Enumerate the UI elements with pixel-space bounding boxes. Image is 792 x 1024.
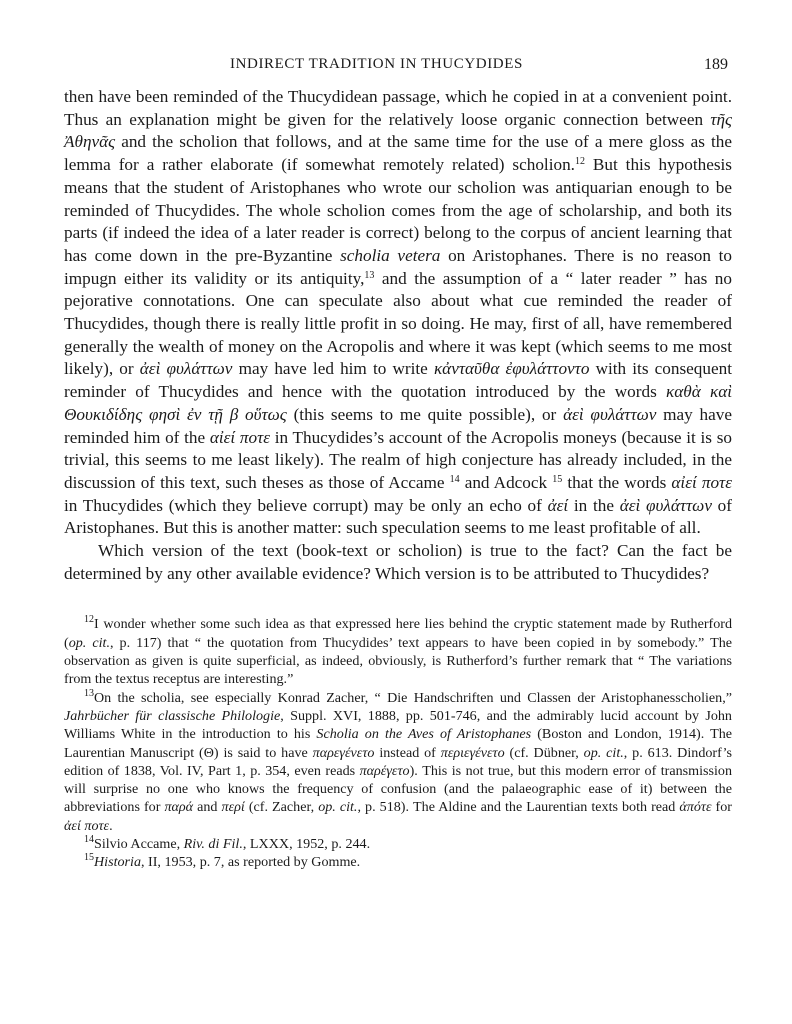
running-title: INDIRECT TRADITION IN THUCYDIDES bbox=[230, 56, 523, 72]
page bbox=[64, 52, 732, 872]
greek-phrase: ἀεί bbox=[547, 495, 569, 515]
page-number: 189 bbox=[704, 56, 728, 73]
greek-phrase: καθὰ καὶ Θουκιδίδης φησὶ ἐν τῇ β οὕτως bbox=[64, 382, 732, 424]
greek-phrase: αἰεί ποτε bbox=[209, 427, 270, 447]
footnote-ref-13[interactable]: 13 bbox=[364, 269, 375, 281]
greek-phrase: κἀνταῦθα ἐφυλάττοντο bbox=[433, 359, 590, 379]
paragraph-1: then have been reminded of the Thucydidean passage, which he copied in at a convenient point. Thus an explanation might be given for the relatively loose organic connection between τῆς Ἀθηνᾶς and the scholion that follows, and at the same time for the use of a mere gloss as the lemma for a rather elaborate (if somewhat remotely related) scholion.$^{12}$ But this hypothesis means that the student of Aristophanes who wrote our scholion was antiquarian enough to be reminded of Thucydides. The whole scholion comes from the age of scholarship, and both its parts (if indeed the idea of a later reader is correct) belong to the corpus of ancient learning that has come down in the pre-Byzantine scholia vetera on Aristophanes. There is no reason to impugn either its validity or its antiquity,$^{13}$ and the assumption of a “ later reader ” has no pejorative connotations. One can speculate also about what cue reminded the reader of Thucydides, though there is really little profit in so doing. He may, first of all, have remembered generally the wealth of money on the Acropolis and where it was kept (which seems to me most likely), or ἀεὶ φυλάττων may have led him to write κἀνταῦθα ἐφυλάττοντο with its consequent reminder of Thucydides and hence with the quotation introduced by the words καθὰ καὶ Θουκιδίδης φησὶ ἐν τῇ β οὕτως (this seems to me quite possible), or ἀεὶ φυλάττων may have reminded him of the αἰεί ποτε in Thucydides’s account of the Acropolis moneys (because it is so trivial, this seems to me least likely). The realm of high conjecture has already included, in the discussion of this text, such theses as those of Accame $^{14}$ and Adcock $^{15}$ that the words αἰεί ποτε in Thucydides (which they believe corrupt) may be only an echo of ἀεί in the ἀεὶ φυλάττων of Aristophanes. But this is another matter: such speculation seems to me least profitable of all. bbox=[64, 87, 733, 538]
footnote-12: $^{12}$I wonder whether some such idea as that expressed here lies behind the cryptic statement made by Rutherford (op. cit., p. 117) that “ the quotation from Thucydides’ text appears to have been copied in by somebody.” The observation as given is quite superficial, as indeed, obviously, is Rutherford’s further remark that “ The variations from the textus receptus are interesting.” bbox=[64, 614, 732, 688]
footnote-15: $^{15}$Historia, II, 1953, p. 7, as reported by Gomme. bbox=[84, 852, 361, 871]
paragraph-2: Which version of the text (book-text or scholion) is true to the fact? Can the fact be determined by any other available evidence? Which version is to be attributed to Thucydides? bbox=[64, 541, 732, 583]
body-text bbox=[64, 86, 732, 585]
footnote-number: 14 bbox=[84, 834, 94, 846]
italic-term: scholia vetera bbox=[340, 245, 441, 265]
footnote-ref-14[interactable]: 14 bbox=[449, 473, 460, 485]
footnote-number: 13 bbox=[84, 687, 94, 699]
footnote-14: $^{14}$Silvio Accame, Riv. di Fil., LXXX, 1952, p. 244. bbox=[84, 834, 371, 853]
footnote-number: 12 bbox=[84, 614, 94, 626]
footnote-13: $^{13}$On the scholia, see especially Konrad Zacher, “ Die Handschriften und Classen der Aristophanesscholien,” Jahrbücher für classische Philologie, Suppl. XVI, 1888, pp. 501-746, and the admirably lucid account by John Williams White in the introduction to his Scholia on the Aves of Aristophanes (Boston and London, 1914). The Laurentian Manuscript (Θ) is said to have παρεγένετο instead of περιεγένετο (cf. Dübner, op. cit., p. 613. Dindorf’s edition of 1838, Vol. IV, Part 1, p. 354, even reads παρέγετο). This is not true, but this modern error of transmission will surprise no one who knows the frequency of confusion (and the palaeographic ease of it) between the abbreviations for παρά and περί (cf. Zacher, op. cit., p. 518). The Aldine and the Laurentian texts both read ἀπότε for ἀεί ποτε. bbox=[64, 687, 733, 834]
greek-phrase: ἀεὶ φυλάττων bbox=[563, 404, 657, 424]
running-header bbox=[64, 52, 732, 80]
footnotes bbox=[64, 615, 732, 871]
footnote-ref-12[interactable]: 12 bbox=[574, 156, 585, 168]
footnote-number: 15 bbox=[84, 852, 94, 864]
footnote-ref-15[interactable]: 15 bbox=[552, 473, 563, 485]
greek-phrase: ἀεὶ φυλάττων bbox=[139, 359, 233, 379]
greek-phrase: τῆς Ἀθηνᾶς bbox=[64, 109, 732, 152]
greek-phrase: ἀεὶ φυλάττων bbox=[619, 495, 712, 515]
greek-phrase: αἰεί ποτε bbox=[671, 472, 732, 492]
